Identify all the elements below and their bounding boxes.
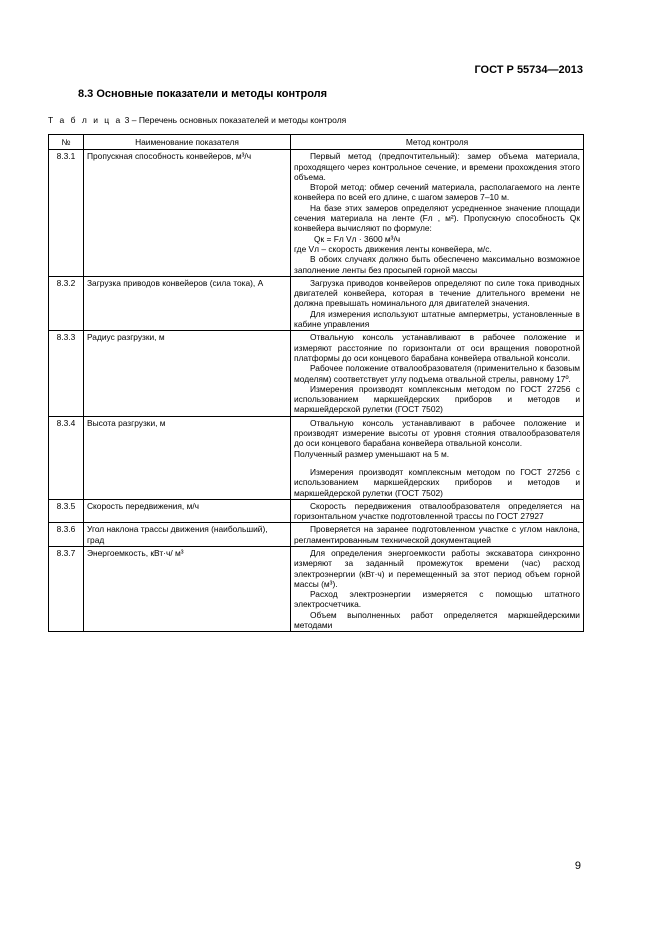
header-number: № — [49, 135, 84, 150]
formula: Qк = Fл Vл · 3600 м³/ч — [314, 233, 401, 244]
row-number: 8.3.1 — [49, 150, 84, 277]
method-paragraph: Измерения производят комплексным методом по ГОСТ 27256 с использованием маркшейдерских приборов и методов и маркшейдерской рулетки (ГОСТ 7502) — [294, 383, 580, 415]
indicator-name: Скорость передвижения, м/ч — [84, 499, 291, 523]
indicator-name: Энергоемкость, кВт·ч/ м³ — [84, 546, 291, 631]
table-row — [49, 416, 584, 499]
method-paragraph: Загрузка приводов конвейеров определяют по силе тока приводных двигателей конвейера, которая в течение длительного времени не должна превышать номинального для двигателей значения. — [294, 277, 580, 309]
method-paragraph: Скорость передвижения отвалообразователя определяется на горизонтальном участке подготовленной трассы по ГОСТ 27927 — [294, 500, 580, 522]
row-number: 8.3.5 — [49, 499, 84, 523]
table-row — [49, 523, 584, 547]
table-caption — [48, 115, 346, 125]
control-method — [291, 416, 584, 499]
control-method — [291, 523, 584, 547]
document-code: ГОСТ Р 55734—2013 — [474, 64, 583, 76]
method-paragraph: Для определения энергоемкости работы экскаватора синхронно измеряют за заданный промежуток времени (час) расход электроэнергии (кВт·ч) и перемещенный за этот период объем горной массы (м³). — [294, 547, 580, 589]
row-number: 8.3.6 — [49, 523, 84, 547]
header-control-method: Метод контроля — [291, 135, 584, 150]
indicator-name: Загрузка приводов конвейеров (сила тока), А — [84, 276, 291, 330]
table-row — [49, 150, 584, 277]
control-method — [291, 331, 584, 416]
method-paragraph: Второй метод: обмер сечений материала, располагаемого на ленте конвейера по всей его длине, с шагом замеров 7–10 м. — [294, 182, 580, 203]
formula-legend: где Vл – скорость движения ленты конвейера, м/с. — [294, 243, 492, 254]
row-number: 8.3.4 — [49, 416, 84, 499]
method-paragraph: Отвальную консоль устанавливают в рабочее положение и производят измерение высоты от уровня стояния отвалообразователя до оси концевого барабана конвейера отвальной консоли. — [294, 417, 580, 449]
section-title: 8.3 Основные показатели и методы контроля — [78, 88, 328, 100]
method-paragraph: Объем выполненных работ определяется маркшейдерскими методами — [294, 609, 580, 631]
control-method — [291, 150, 584, 277]
method-paragraph: Измерения производят комплексным методом по ГОСТ 27256 с использованием маркшейдерских приборов и методов и маркшейдерской рулетки (ГОСТ 7502) — [294, 466, 580, 498]
indicator-name: Угол наклона трассы движения (наибольший), град — [84, 523, 291, 547]
method-paragraph: Для измерения используют штатные амперметры, установленные в кабине управления — [294, 308, 580, 330]
table-row — [49, 276, 584, 330]
header-indicator-name: Наименование показателя — [84, 135, 291, 150]
control-method — [291, 499, 584, 523]
indicators-table — [48, 134, 584, 632]
row-number: 8.3.7 — [49, 546, 84, 631]
indicator-name: Радиус разгрузки, м — [84, 331, 291, 416]
table-caption-text: 3 – Перечень основных показателей и методы контроля — [124, 115, 347, 125]
indicator-name: Высота разгрузки, м — [84, 416, 291, 499]
method-paragraph: Расход электроэнергии измеряется с помощью штатного электросчетчика. — [294, 589, 580, 610]
method-paragraph: В обоих случаях должно быть обеспечено максимально возможное заполнение ленты без просыпей горной массы — [294, 254, 580, 275]
table-header-row — [49, 135, 584, 150]
table-caption-label: Т а б л и ц а — [48, 115, 123, 125]
page-number: 9 — [574, 860, 581, 872]
method-paragraph: Рабочее положение отвалообразователя (применительно к базовым моделям) соответствует углу подъема отвальной стрелы, равному 17º. — [294, 363, 580, 384]
method-paragraph: На базе этих замеров определяют усредненное значение площади сечения материала на ленте (Fл , м²). Пропускную способность Qк конвейера вычисляют по формуле: — [294, 202, 580, 234]
method-paragraph: Отвальную консоль устанавливают в рабочее положение и измеряют расстояние по горизонтали от оси вращения поворотной платформы до оси концевого барабана конвейера отвальной консоли. — [294, 332, 580, 363]
table-row — [49, 499, 584, 523]
row-number: 8.3.2 — [49, 276, 84, 330]
table-row — [49, 546, 584, 631]
indicator-name: Пропускная способность конвейеров, м³/ч — [84, 150, 291, 277]
method-paragraph: Проверяется на заранее подготовленном участке с углом наклона, регламентированным технической документацией — [294, 524, 580, 545]
table-row — [49, 331, 584, 416]
row-number: 8.3.3 — [49, 331, 84, 416]
control-method — [291, 546, 584, 631]
method-paragraph: Первый метод (предпочтительный): замер объема материала, проходящего через контрольное сечение, и времени прохождения этого объема. — [294, 151, 580, 182]
control-method — [291, 276, 584, 330]
method-paragraph: Полученный размер уменьшают на 5 м. — [294, 448, 450, 459]
